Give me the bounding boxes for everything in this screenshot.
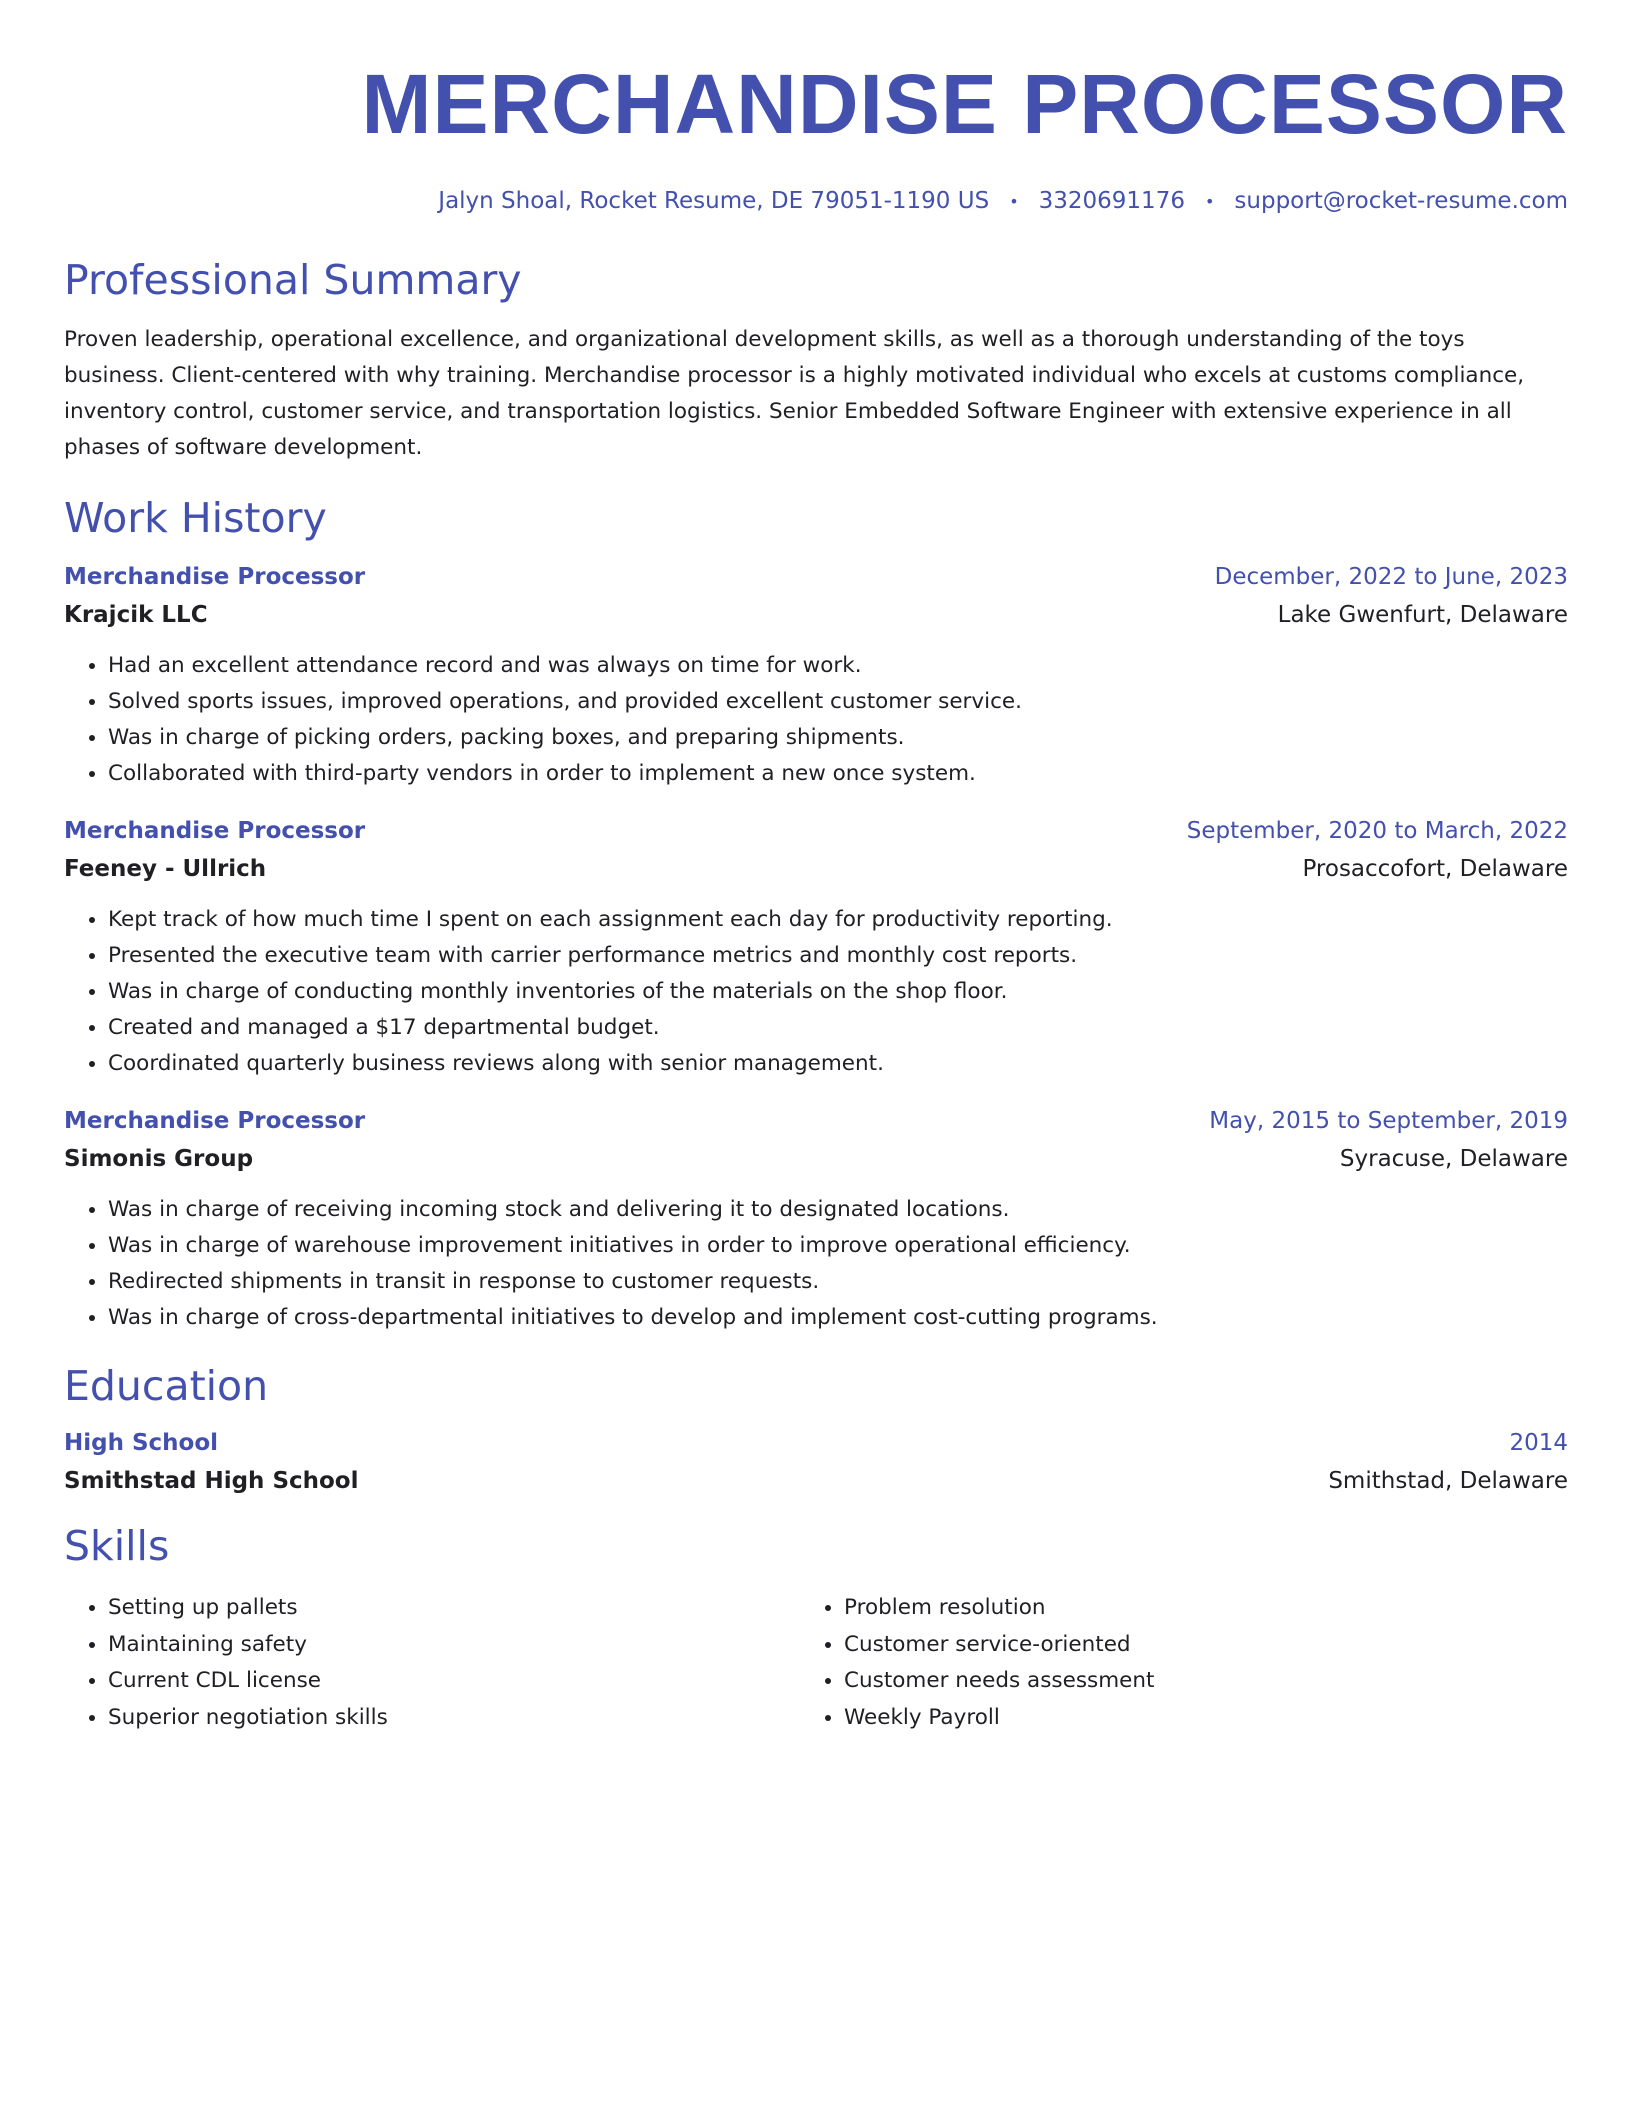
job-location: Lake Gwenfurt, Delaware bbox=[1277, 602, 1568, 628]
job-location: Syracuse, Delaware bbox=[1339, 1146, 1568, 1172]
job-dates: May, 2015 to September, 2019 bbox=[1209, 1108, 1568, 1134]
summary-heading: Professional Summary bbox=[64, 256, 522, 304]
resume-title: MERCHANDISE PROCESSOR bbox=[361, 57, 1568, 151]
skill-item: • Current CDL license bbox=[108, 1663, 800, 1700]
skill-item: • Setting up pallets bbox=[108, 1590, 800, 1627]
education-degree: High School bbox=[64, 1430, 219, 1456]
job-bullet: • Was in charge of receiving incoming stock and delivering it to designated locations. bbox=[108, 1192, 1568, 1228]
job-bullet: • Kept track of how much time I spent on each assignment each day for productivity reporting. bbox=[108, 902, 1568, 938]
job-bullet: • Collaborated with third-party vendors in order to implement a new once system. bbox=[108, 756, 1568, 792]
job-role: Merchandise Processor bbox=[64, 1108, 366, 1134]
job-bullets bbox=[64, 902, 1568, 1082]
summary-text: Proven leadership, operational excellence, and organizational development skills, as well as a thorough understanding of the toys business. Client-centered with why training. Merchandise processor is a highly motivated individual who excels at customs compliance, inventory control, customer service, and transportation logistics. Senior Embedded Software Engineer with extensive experience in all phases of software development. bbox=[64, 327, 1525, 460]
job-bullets bbox=[64, 1192, 1568, 1336]
job-bullet: • Had an excellent attendance record and was always on time for work. bbox=[108, 648, 1568, 684]
work-history-heading: Work History bbox=[64, 494, 327, 542]
job-bullet: • Was in charge of cross-departmental initiatives to develop and implement cost-cutting programs. bbox=[108, 1300, 1568, 1336]
skill-item: • Customer service-oriented bbox=[844, 1627, 1536, 1664]
skill-item: • Customer needs assessment bbox=[844, 1663, 1536, 1700]
job-bullet: • Was in charge of warehouse improvement initiatives in order to improve operational efficiency. bbox=[108, 1228, 1568, 1264]
job-bullet: • Solved sports issues, improved operations, and provided excellent customer service. bbox=[108, 684, 1568, 720]
education-location: Smithstad, Delaware bbox=[1328, 1468, 1568, 1494]
education-year: 2014 bbox=[1509, 1430, 1568, 1456]
skills-heading: Skills bbox=[64, 1522, 170, 1570]
separator-bullet: • bbox=[1009, 191, 1019, 211]
contact-phone: 3320691176 bbox=[1038, 188, 1185, 214]
skill-item: • Maintaining safety bbox=[108, 1627, 800, 1664]
skills-list-left bbox=[64, 1590, 800, 1736]
skill-item: • Superior negotiation skills bbox=[108, 1700, 800, 1737]
education-school: Smithstad High School bbox=[64, 1468, 359, 1494]
education-entry bbox=[64, 1430, 1568, 1494]
job-company: Simonis Group bbox=[64, 1146, 254, 1172]
job-dates: December, 2022 to June, 2023 bbox=[1214, 564, 1568, 590]
job-bullet: • Redirected shipments in transit in response to customer requests. bbox=[108, 1264, 1568, 1300]
job-company: Feeney - Ullrich bbox=[64, 856, 267, 882]
job-bullet: • Coordinated quarterly business reviews along with senior management. bbox=[108, 1046, 1568, 1082]
job-role: Merchandise Processor bbox=[64, 564, 366, 590]
education-heading: Education bbox=[64, 1362, 269, 1410]
contact-line bbox=[64, 188, 1568, 214]
job-company: Krajcik LLC bbox=[64, 602, 208, 628]
job-bullet: • Was in charge of picking orders, packing boxes, and preparing shipments. bbox=[108, 720, 1568, 756]
job-dates: September, 2020 to March, 2022 bbox=[1186, 818, 1568, 844]
job-entry bbox=[64, 564, 1568, 792]
job-bullet: • Was in charge of conducting monthly inventories of the materials on the shop floor. bbox=[108, 974, 1568, 1010]
contact-address: Jalyn Shoal, Rocket Resume, DE 79051-1190 US bbox=[438, 188, 990, 214]
skills-columns bbox=[64, 1590, 1568, 1736]
job-location: Prosaccofort, Delaware bbox=[1302, 856, 1568, 882]
job-bullet: • Presented the executive team with carrier performance metrics and monthly cost reports. bbox=[108, 938, 1568, 974]
skill-item: • Weekly Payroll bbox=[844, 1700, 1536, 1737]
skill-item: • Problem resolution bbox=[844, 1590, 1536, 1627]
skills-list-right bbox=[800, 1590, 1536, 1736]
work-history-list bbox=[64, 564, 1568, 1336]
job-role: Merchandise Processor bbox=[64, 818, 366, 844]
contact-email: support@rocket-resume.com bbox=[1234, 188, 1568, 214]
separator-bullet: • bbox=[1204, 191, 1215, 211]
job-bullets bbox=[64, 648, 1568, 792]
job-bullet: • Created and managed a $17 departmental budget. bbox=[108, 1010, 1568, 1046]
job-entry bbox=[64, 1108, 1568, 1336]
job-entry bbox=[64, 818, 1568, 1082]
